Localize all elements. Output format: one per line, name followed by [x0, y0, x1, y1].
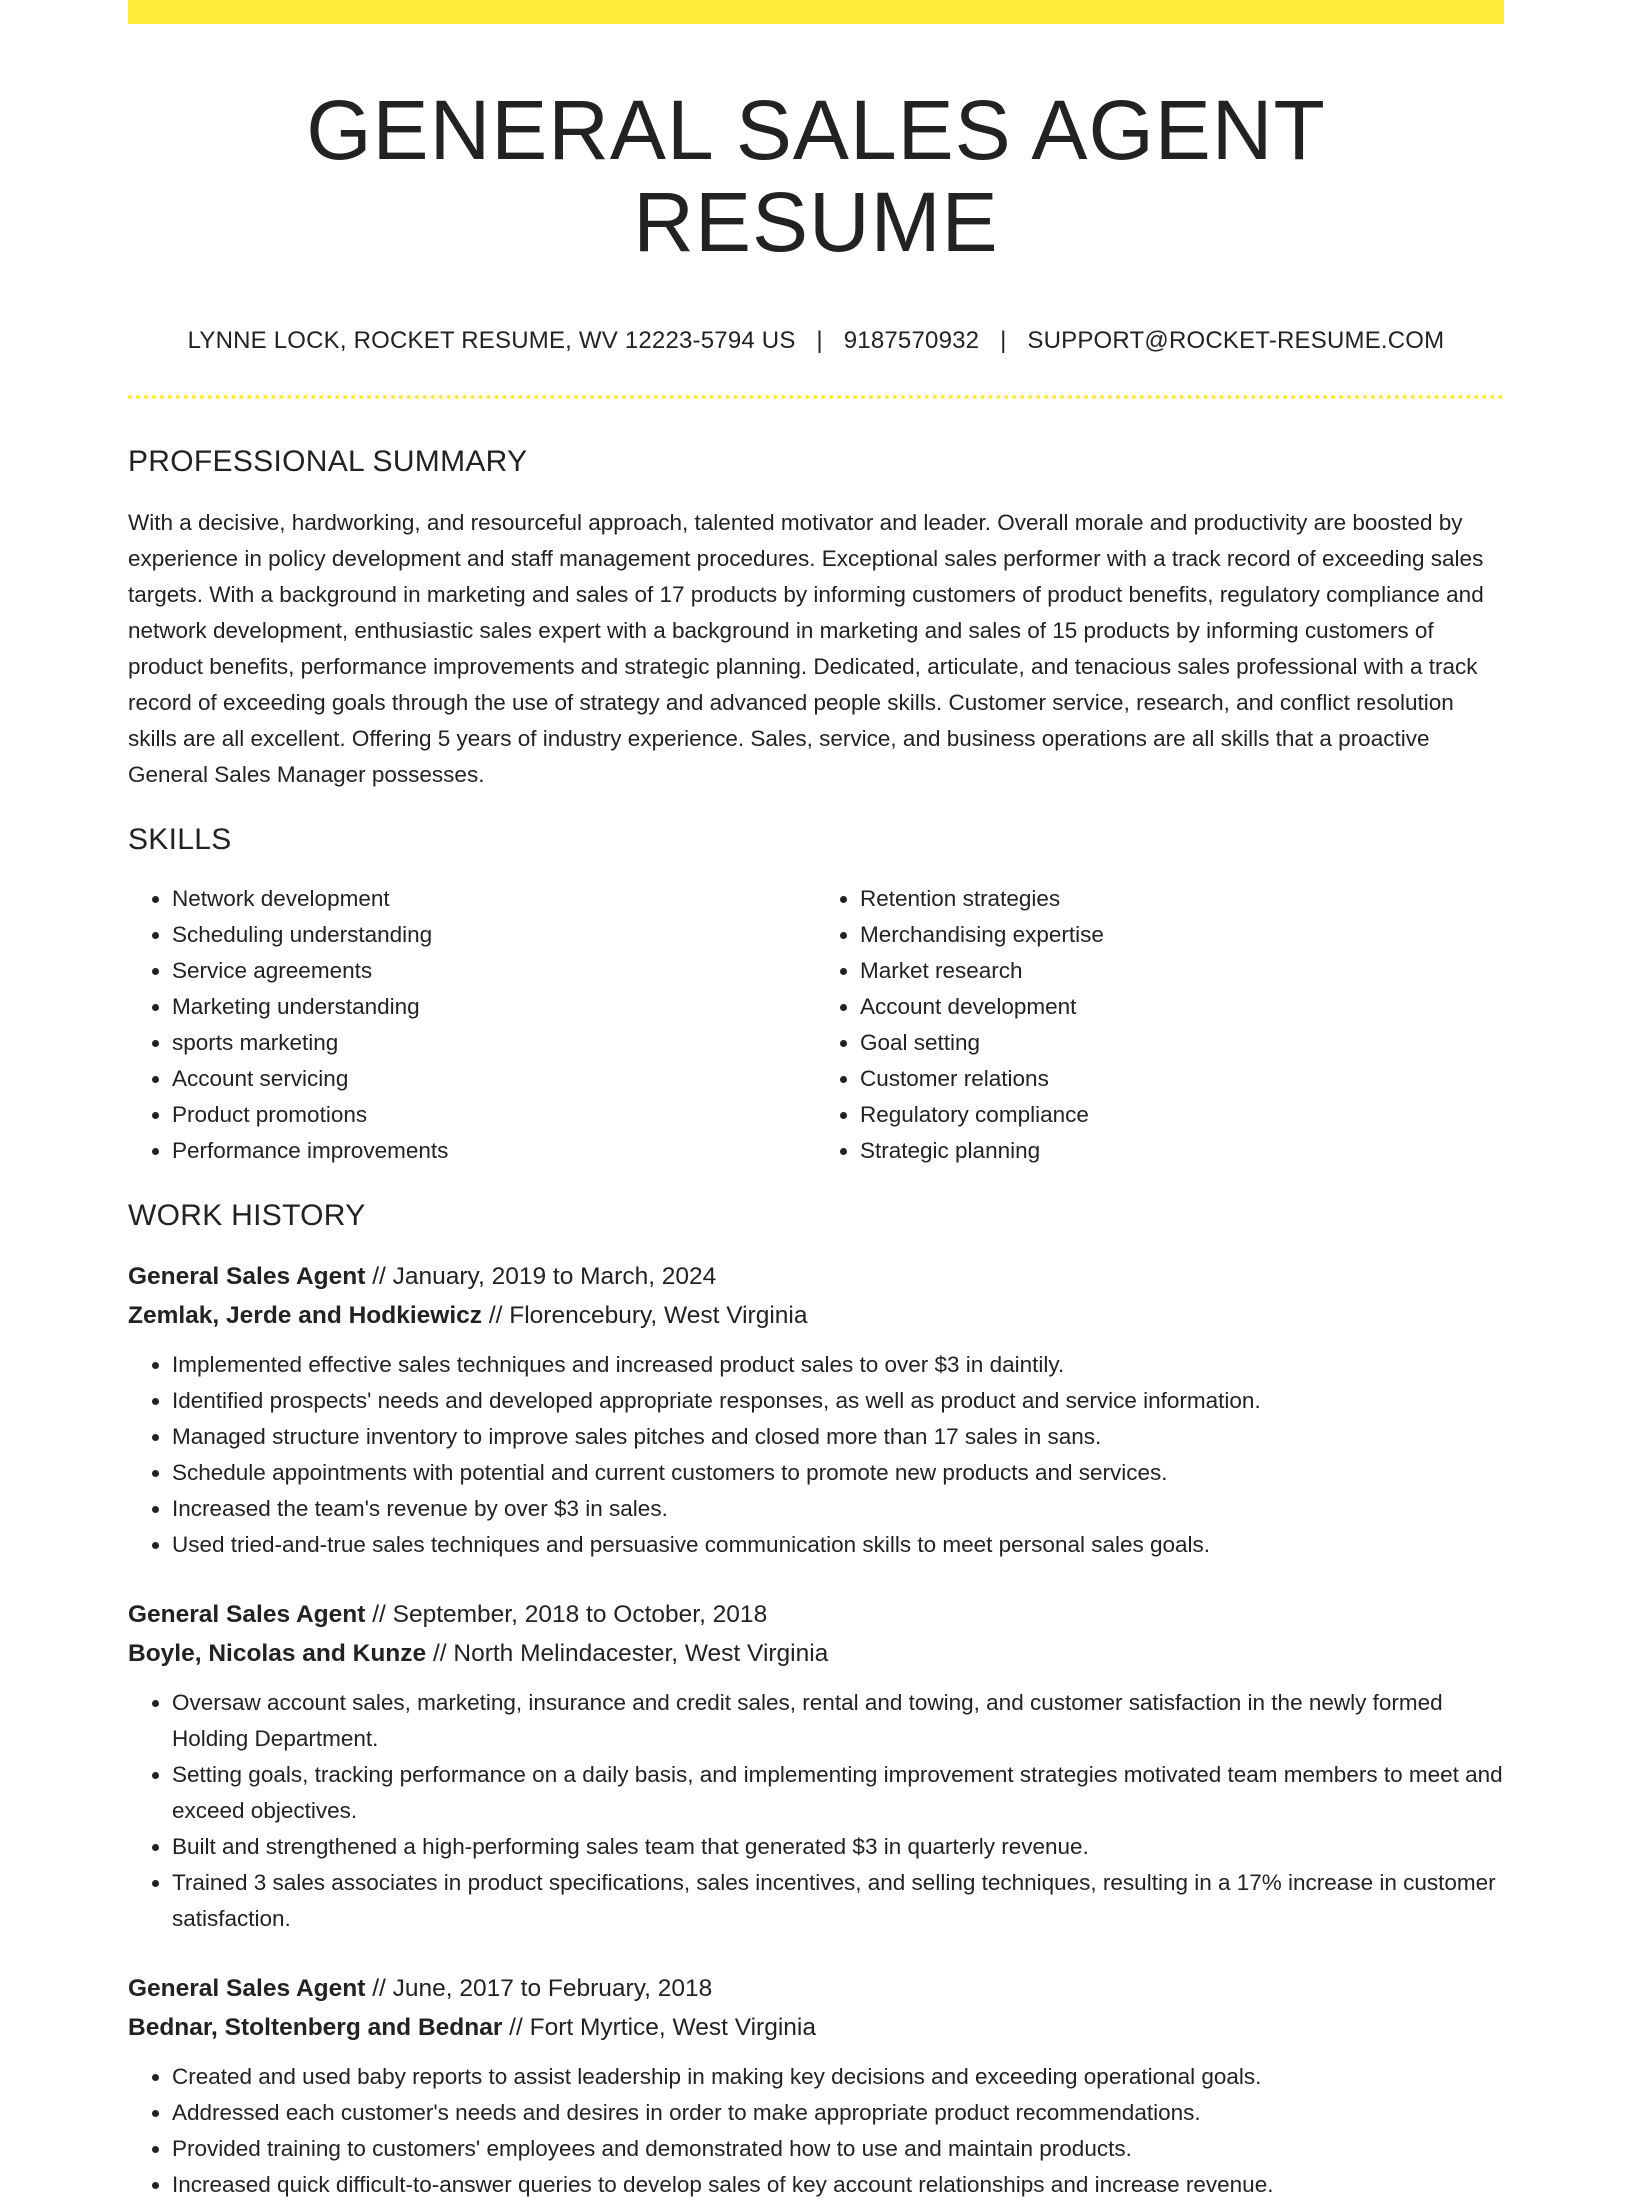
skills-list: [128, 881, 1504, 1169]
job-bullet: • Schedule appointments with potential and current customers to promote new products and services.: [172, 1455, 1504, 1491]
skill-item: • Retention strategies: [860, 881, 1504, 917]
skill-item: • Account servicing: [172, 1061, 816, 1097]
resume-page: [128, 0, 1504, 2203]
accent-top-bar: [128, 0, 1504, 24]
job-location: // North Melindacester, West Virginia: [426, 1639, 829, 1667]
dotted-divider: [128, 395, 1504, 399]
contact-phone: 9187570932: [843, 326, 980, 354]
contact-address: LYNNE LOCK, ROCKET RESUME, WV 12223-5794 US: [187, 326, 796, 354]
job-bullet: • Increased quick difficult-to-answer queries to develop sales of key account relationships and increase revenue.: [172, 2167, 1504, 2203]
skill-item: • Marketing understanding: [172, 989, 816, 1025]
skill-item: • Scheduling understanding: [172, 917, 816, 953]
job-title-line: [128, 1595, 1504, 1634]
job-title: General Sales Agent: [128, 1974, 366, 2002]
job-bullets: [128, 2059, 1504, 2203]
job-bullet: • Addressed each customer's needs and desires in order to make appropriate product recommendations.: [172, 2095, 1504, 2131]
skill-item: • Merchandising expertise: [860, 917, 1504, 953]
job-location: // Fort Myrtice, West Virginia: [502, 2013, 816, 2041]
job-title-line: [128, 1257, 1504, 1296]
skill-item: • Service agreements: [172, 953, 816, 989]
job-bullet: • Built and strengthened a high-performing sales team that generated $3 in quarterly revenue.: [172, 1829, 1504, 1865]
contact-separator: |: [1000, 326, 1007, 354]
work-history-heading: WORK HISTORY: [128, 1198, 366, 1232]
job-bullet: • Managed structure inventory to improve sales pitches and closed more than 17 sales in sans.: [172, 1419, 1504, 1455]
skill-item: • Market research: [860, 953, 1504, 989]
job-company-line: [128, 1634, 1504, 1673]
job-bullet: • Setting goals, tracking performance on a daily basis, and implementing improvement strategies motivated team members to meet and exceed objectives.: [172, 1757, 1504, 1829]
job-bullet: • Provided training to customers' employees and demonstrated how to use and maintain products.: [172, 2131, 1504, 2167]
skill-item: • sports marketing: [172, 1025, 816, 1061]
skills-heading: SKILLS: [128, 822, 232, 856]
job-bullets: [128, 1347, 1504, 1563]
skill-item: • Goal setting: [860, 1025, 1504, 1061]
job-company: Bednar, Stoltenberg and Bednar: [128, 2013, 503, 2041]
job-bullet: • Created and used baby reports to assist leadership in making key decisions and exceeding operational goals.: [172, 2059, 1504, 2095]
job-entry: [128, 1257, 1504, 1563]
job-entry: [128, 1969, 1504, 2203]
job-bullets: [128, 1685, 1504, 1937]
skill-item: • Product promotions: [172, 1097, 816, 1133]
skill-item: • Customer relations: [860, 1061, 1504, 1097]
work-history-list: [128, 1257, 1504, 2203]
job-company: Zemlak, Jerde and Hodkiewicz: [128, 1301, 483, 1329]
job-bullet: • Oversaw account sales, marketing, insurance and credit sales, rental and towing, and customer satisfaction in the newly formed Holding Department.: [172, 1685, 1504, 1757]
contact-email: SUPPORT@ROCKET-RESUME.COM: [1027, 326, 1445, 354]
job-bullet: • Identified prospects' needs and developed appropriate responses, as well as product and service information.: [172, 1383, 1504, 1419]
job-company-line: [128, 1296, 1504, 1335]
resume-title: GENERAL SALES AGENT RESUME: [306, 83, 1326, 270]
job-company: Boyle, Nicolas and Kunze: [128, 1639, 427, 1667]
skills-column-left: [128, 881, 816, 1169]
job-bullet: • Implemented effective sales techniques and increased product sales to over $3 in daintily.: [172, 1347, 1504, 1383]
job-company-line: [128, 2008, 1504, 2047]
job-entry: [128, 1595, 1504, 1937]
skill-item: • Performance improvements: [172, 1133, 816, 1169]
skill-item: • Strategic planning: [860, 1133, 1504, 1169]
job-dates: // January, 2019 to March, 2024: [365, 1262, 717, 1290]
job-bullet: • Used tried-and-true sales techniques and persuasive communication skills to meet personal sales goals.: [172, 1527, 1504, 1563]
job-bullet: • Trained 3 sales associates in product specifications, sales incentives, and selling techniques, resulting in a 17% increase in customer satisfaction.: [172, 1865, 1504, 1937]
job-dates: // September, 2018 to October, 2018: [365, 1600, 768, 1628]
skill-item: • Regulatory compliance: [860, 1097, 1504, 1133]
skill-item: • Network development: [172, 881, 816, 917]
summary-heading: PROFESSIONAL SUMMARY: [128, 444, 528, 478]
job-title-line: [128, 1969, 1504, 2008]
job-location: // Florencebury, West Virginia: [482, 1301, 808, 1329]
job-title: General Sales Agent: [128, 1600, 366, 1628]
job-title: General Sales Agent: [128, 1262, 366, 1290]
skill-item: • Account development: [860, 989, 1504, 1025]
job-bullet: • Increased the team's revenue by over $3 in sales.: [172, 1491, 1504, 1527]
summary-text: With a decisive, hardworking, and resourceful approach, talented motivator and leader. Overall morale and productivity are boosted by experience in policy development and staff management procedures. Exceptional sales performer with a track record of exceeding sales targets. With a background in marketing and sales of 17 products by informing customers of product benefits, regulatory compliance and network development, enthusiastic sales expert with a background in marketing and sales of 15 products by informing customers of product benefits, performance improvements and strategic planning. Dedicated, articulate, and tenacious sales professional with a track record of exceeding goals through the use of strategy and advanced people skills. Customer service, research, and conflict resolution skills are all excellent. Offering 5 years of industry experience. Sales, service, and business operations are all skills that a proactive General Sales Manager possesses.: [128, 509, 1484, 787]
contact-line: [128, 327, 1504, 355]
job-dates: // June, 2017 to February, 2018: [365, 1974, 713, 2002]
contact-separator: |: [816, 326, 823, 354]
skills-column-right: [816, 881, 1504, 1169]
